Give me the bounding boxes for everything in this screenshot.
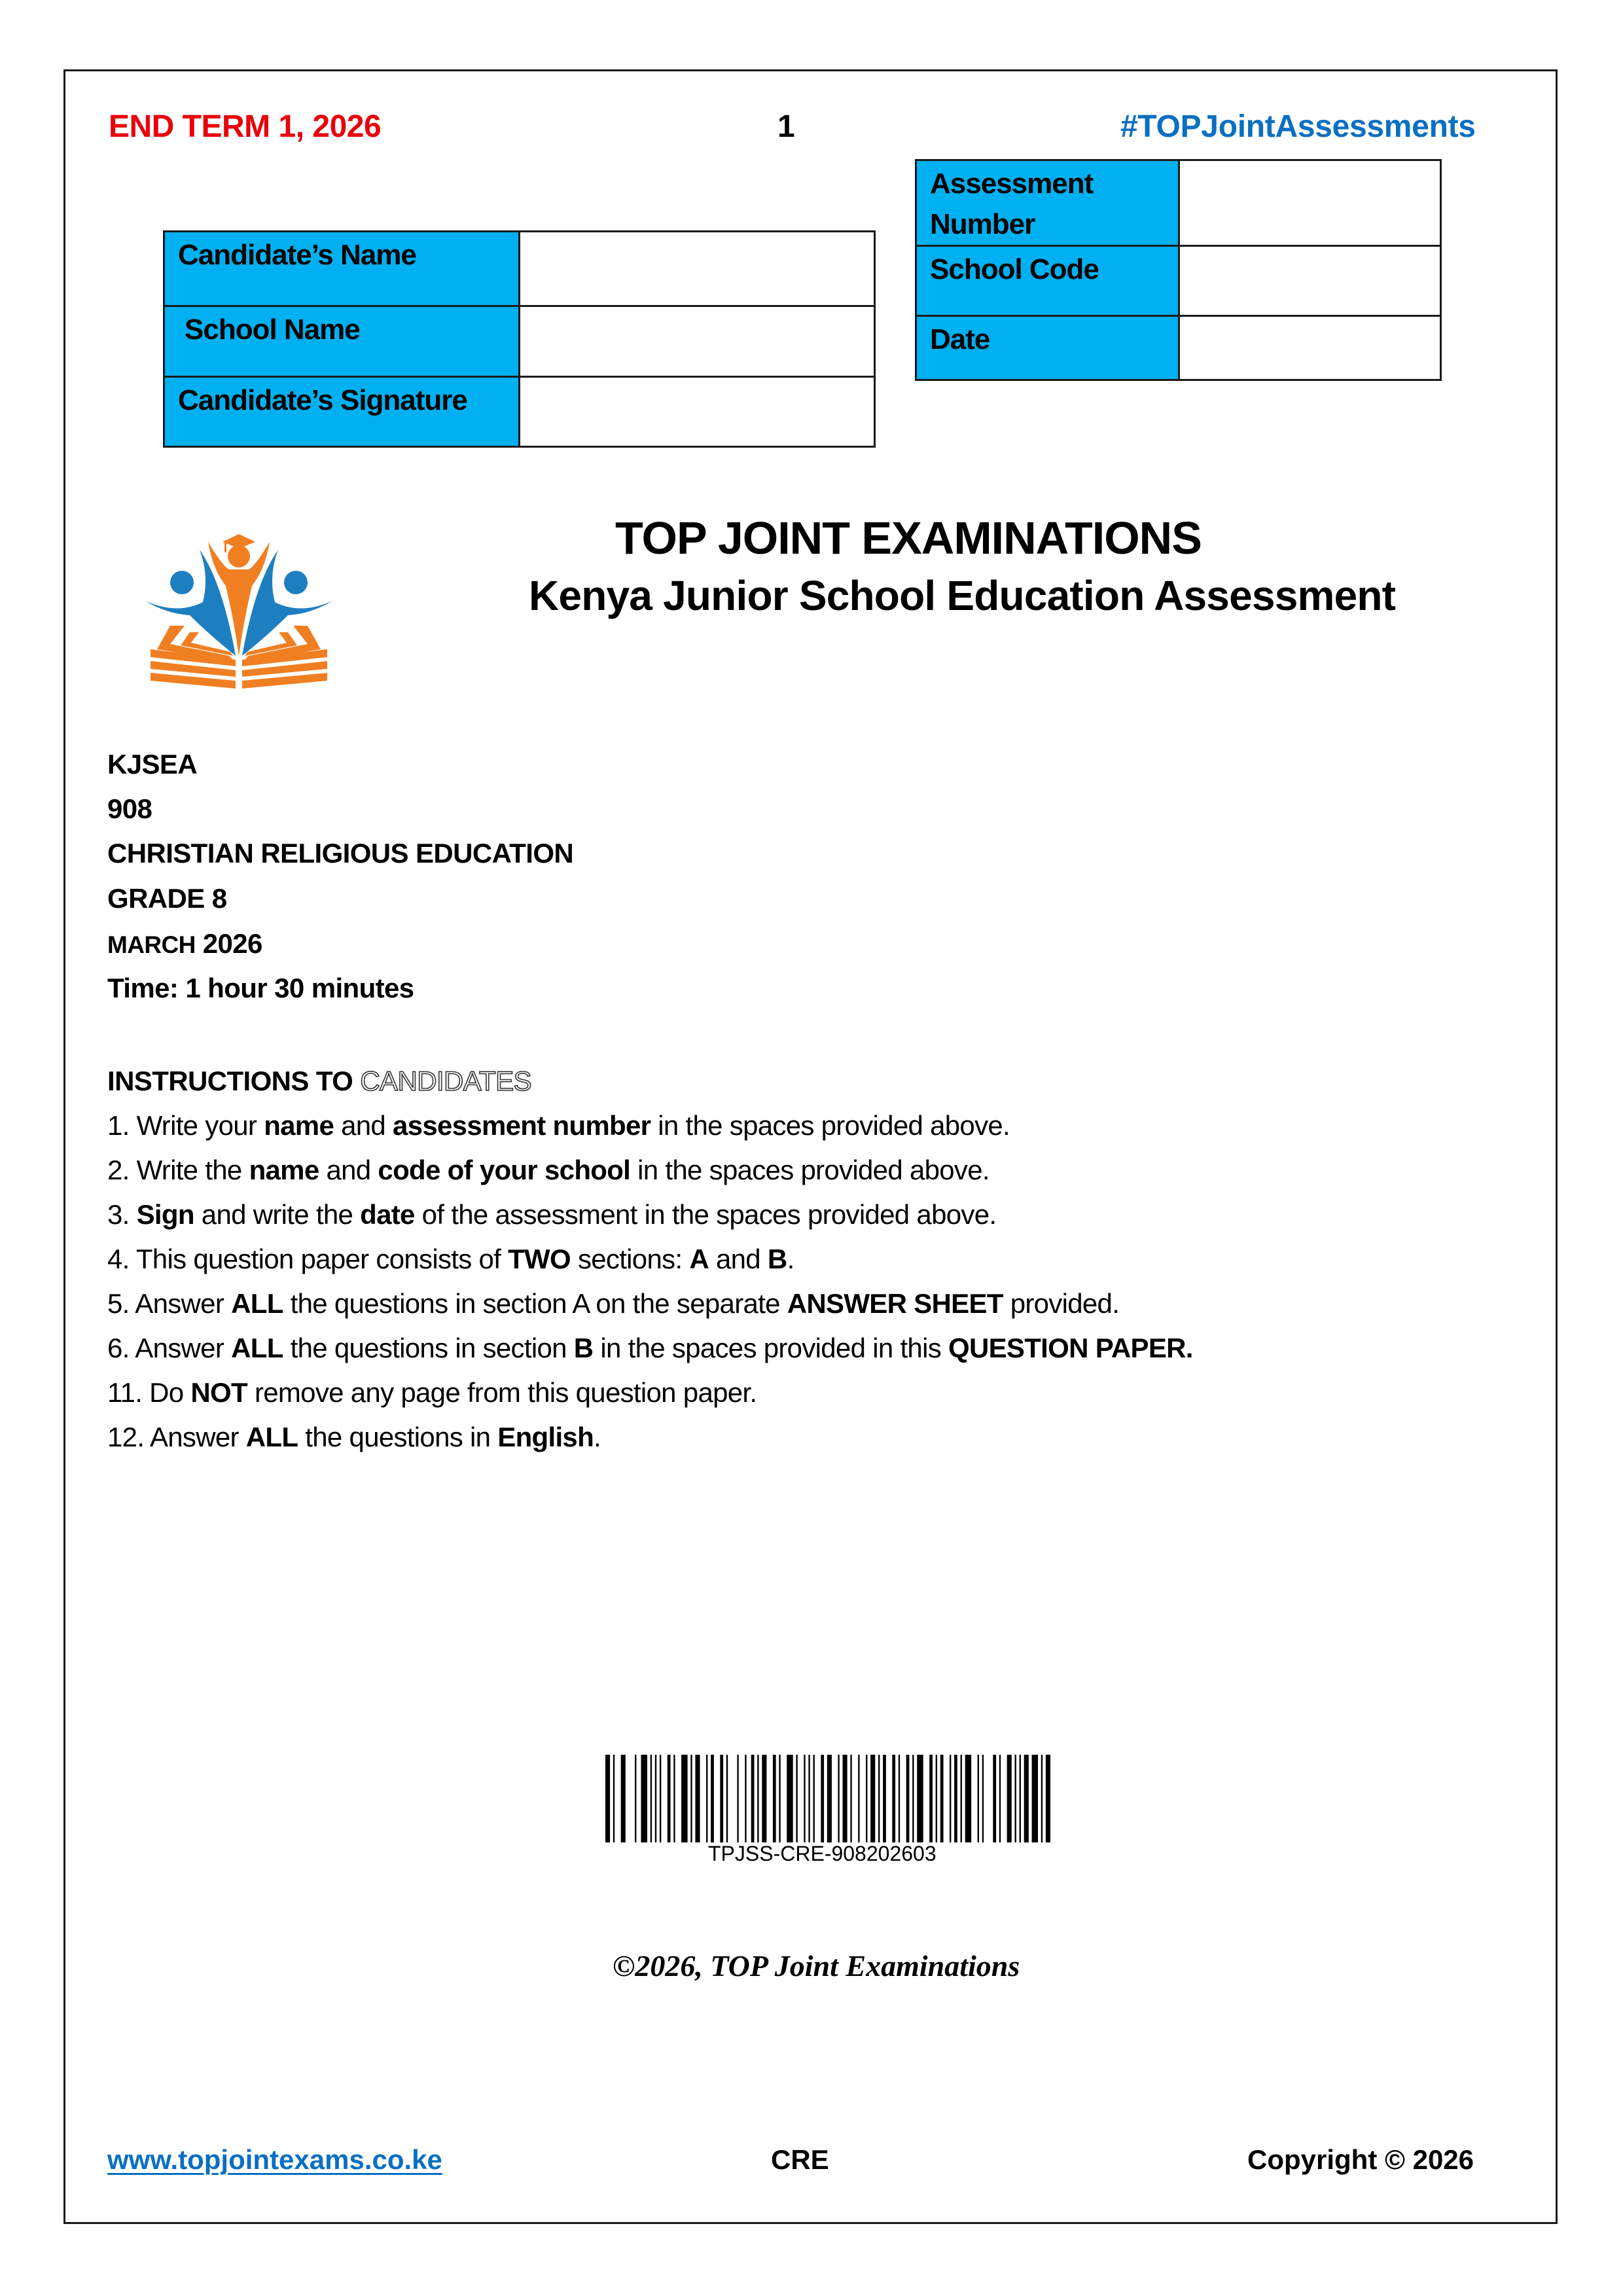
table-row: [164, 232, 875, 306]
assessment-number-field[interactable]: [1179, 160, 1441, 246]
instruction-text: provided.: [1003, 1288, 1120, 1319]
exam-month: MARCH: [107, 931, 196, 958]
instruction-text: and: [334, 1110, 393, 1141]
assessment-number-label: [916, 160, 1179, 246]
grade-label: GRADE 8: [107, 883, 227, 914]
school-code-label: School Code: [916, 246, 1179, 316]
instruction-emphasis: ANSWER SHEET: [787, 1288, 1003, 1319]
instruction-text: sections:: [570, 1244, 690, 1274]
instruction-emphasis: NOT: [190, 1377, 247, 1408]
table-row: [164, 306, 875, 377]
candidate-name-field[interactable]: [520, 232, 875, 306]
instruction-emphasis: B: [767, 1244, 787, 1274]
copyright-notice: ©2026, TOP Joint Examinations: [613, 1949, 1020, 1982]
instructions-heading-bold: INSTRUCTIONS TO: [107, 1066, 353, 1096]
school-name-label: School Name: [164, 306, 520, 377]
instruction-emphasis: name: [264, 1110, 334, 1141]
exam-duration: Time: 1 hour 30 minutes: [107, 973, 414, 1003]
barcode-number: TPJSS-CRE-908202603: [708, 1842, 936, 1865]
instruction-emphasis: ALL: [245, 1422, 298, 1452]
instruction-text: the questions in: [298, 1422, 498, 1452]
hashtag-label: #TOPJointAssessments: [1120, 109, 1476, 144]
instructions-heading: [107, 1062, 531, 1101]
instruction-text: the questions in section: [283, 1333, 574, 1363]
candidate-signature-label: Candidate’s Signature: [164, 377, 520, 447]
instruction-text: Write your: [136, 1110, 264, 1141]
assessment-title: Kenya Junior School Education Assessment: [529, 572, 1396, 619]
instruction-text: and: [709, 1244, 768, 1274]
instruction-item: [107, 1151, 990, 1190]
school-name-field[interactable]: [520, 306, 875, 377]
assessment-details-table: [915, 159, 1442, 381]
instruction-text: and write the: [194, 1199, 361, 1230]
assessment-number-label-line1: Assessment: [930, 168, 1094, 200]
subject-code-footer: CRE: [771, 2144, 829, 2175]
exam-year: 2026: [202, 928, 262, 959]
instruction-number: 3.: [107, 1199, 137, 1230]
instruction-text: Answer: [135, 1333, 232, 1363]
instruction-emphasis: code of your school: [378, 1155, 631, 1185]
instruction-number: 4.: [107, 1244, 136, 1274]
instruction-text: in the spaces provided above.: [630, 1155, 990, 1185]
instruction-emphasis: English: [497, 1422, 594, 1452]
exam-term-label: END TERM 1, 2026: [109, 109, 382, 144]
instruction-text: in the spaces provided above.: [651, 1110, 1010, 1141]
paper-code: 908: [107, 793, 152, 824]
instruction-emphasis: ALL: [231, 1288, 283, 1319]
instruction-emphasis: assessment number: [393, 1110, 651, 1141]
exam-date: [107, 924, 262, 965]
barcode-icon: [605, 1755, 1050, 1842]
instruction-text: This question paper consists of: [135, 1244, 508, 1274]
instruction-text: of the assessment in the spaces provided above.: [414, 1199, 997, 1230]
instruction-number: 2.: [107, 1155, 137, 1185]
instruction-emphasis: QUESTION PAPER.: [948, 1333, 1193, 1363]
instruction-text: Answer: [135, 1288, 232, 1319]
instruction-emphasis: Sign: [136, 1199, 194, 1230]
instruction-item: [107, 1195, 996, 1234]
instruction-item: [107, 1373, 757, 1412]
instruction-item: [107, 1418, 601, 1457]
instruction-text: Do: [149, 1377, 191, 1408]
instruction-text: remove any page from this question paper.: [247, 1377, 757, 1408]
instruction-number: 1.: [107, 1110, 137, 1141]
instruction-emphasis: TWO: [508, 1244, 571, 1274]
table-row: [164, 377, 875, 447]
instruction-text: .: [787, 1244, 794, 1274]
date-label: Date: [916, 316, 1179, 380]
page-number: 1: [777, 109, 795, 144]
instruction-number: 5.: [107, 1288, 135, 1319]
instruction-number: 6.: [107, 1333, 135, 1363]
instruction-emphasis: name: [249, 1155, 319, 1185]
instruction-emphasis: ALL: [231, 1333, 283, 1363]
instruction-emphasis: A: [689, 1244, 709, 1274]
exam-name: KJSEA: [107, 749, 198, 780]
instruction-item: [107, 1284, 1119, 1323]
table-row: [916, 246, 1441, 316]
instruction-emphasis: date: [360, 1199, 415, 1230]
instruction-text: the questions in section A on the separate: [283, 1288, 787, 1319]
organization-title: TOP JOINT EXAMINATIONS: [615, 512, 1202, 564]
instruction-emphasis: B: [573, 1333, 594, 1363]
table-row: [916, 316, 1441, 380]
subject-name: CHRISTIAN RELIGIOUS EDUCATION: [107, 838, 574, 869]
school-code-field[interactable]: [1179, 246, 1441, 316]
instructions-heading-outline: CANDIDATES: [360, 1066, 531, 1096]
assessment-number-label-line2: Number: [930, 208, 1035, 240]
candidate-name-label: Candidate’s Name: [164, 232, 520, 306]
table-row: [916, 160, 1441, 246]
instruction-text: Answer: [149, 1422, 246, 1452]
candidate-signature-field[interactable]: [520, 377, 875, 447]
instruction-item: [107, 1106, 1010, 1145]
instruction-number: 11.: [107, 1377, 150, 1408]
education-logo-icon: [131, 504, 347, 694]
instruction-item: [107, 1240, 794, 1279]
instruction-text: Write the: [136, 1155, 249, 1185]
instruction-item: [107, 1329, 1193, 1368]
instruction-text: and: [319, 1155, 378, 1185]
footer-copyright: Copyright © 2026: [1247, 2144, 1474, 2175]
instruction-text: in the spaces provided in this: [593, 1333, 948, 1363]
instruction-text: .: [594, 1422, 601, 1452]
website-link[interactable]: www.topjointexams.co.ke: [107, 2144, 442, 2175]
instruction-number: 12.: [107, 1422, 150, 1452]
date-field[interactable]: [1179, 316, 1441, 380]
candidate-details-table: [163, 230, 876, 448]
